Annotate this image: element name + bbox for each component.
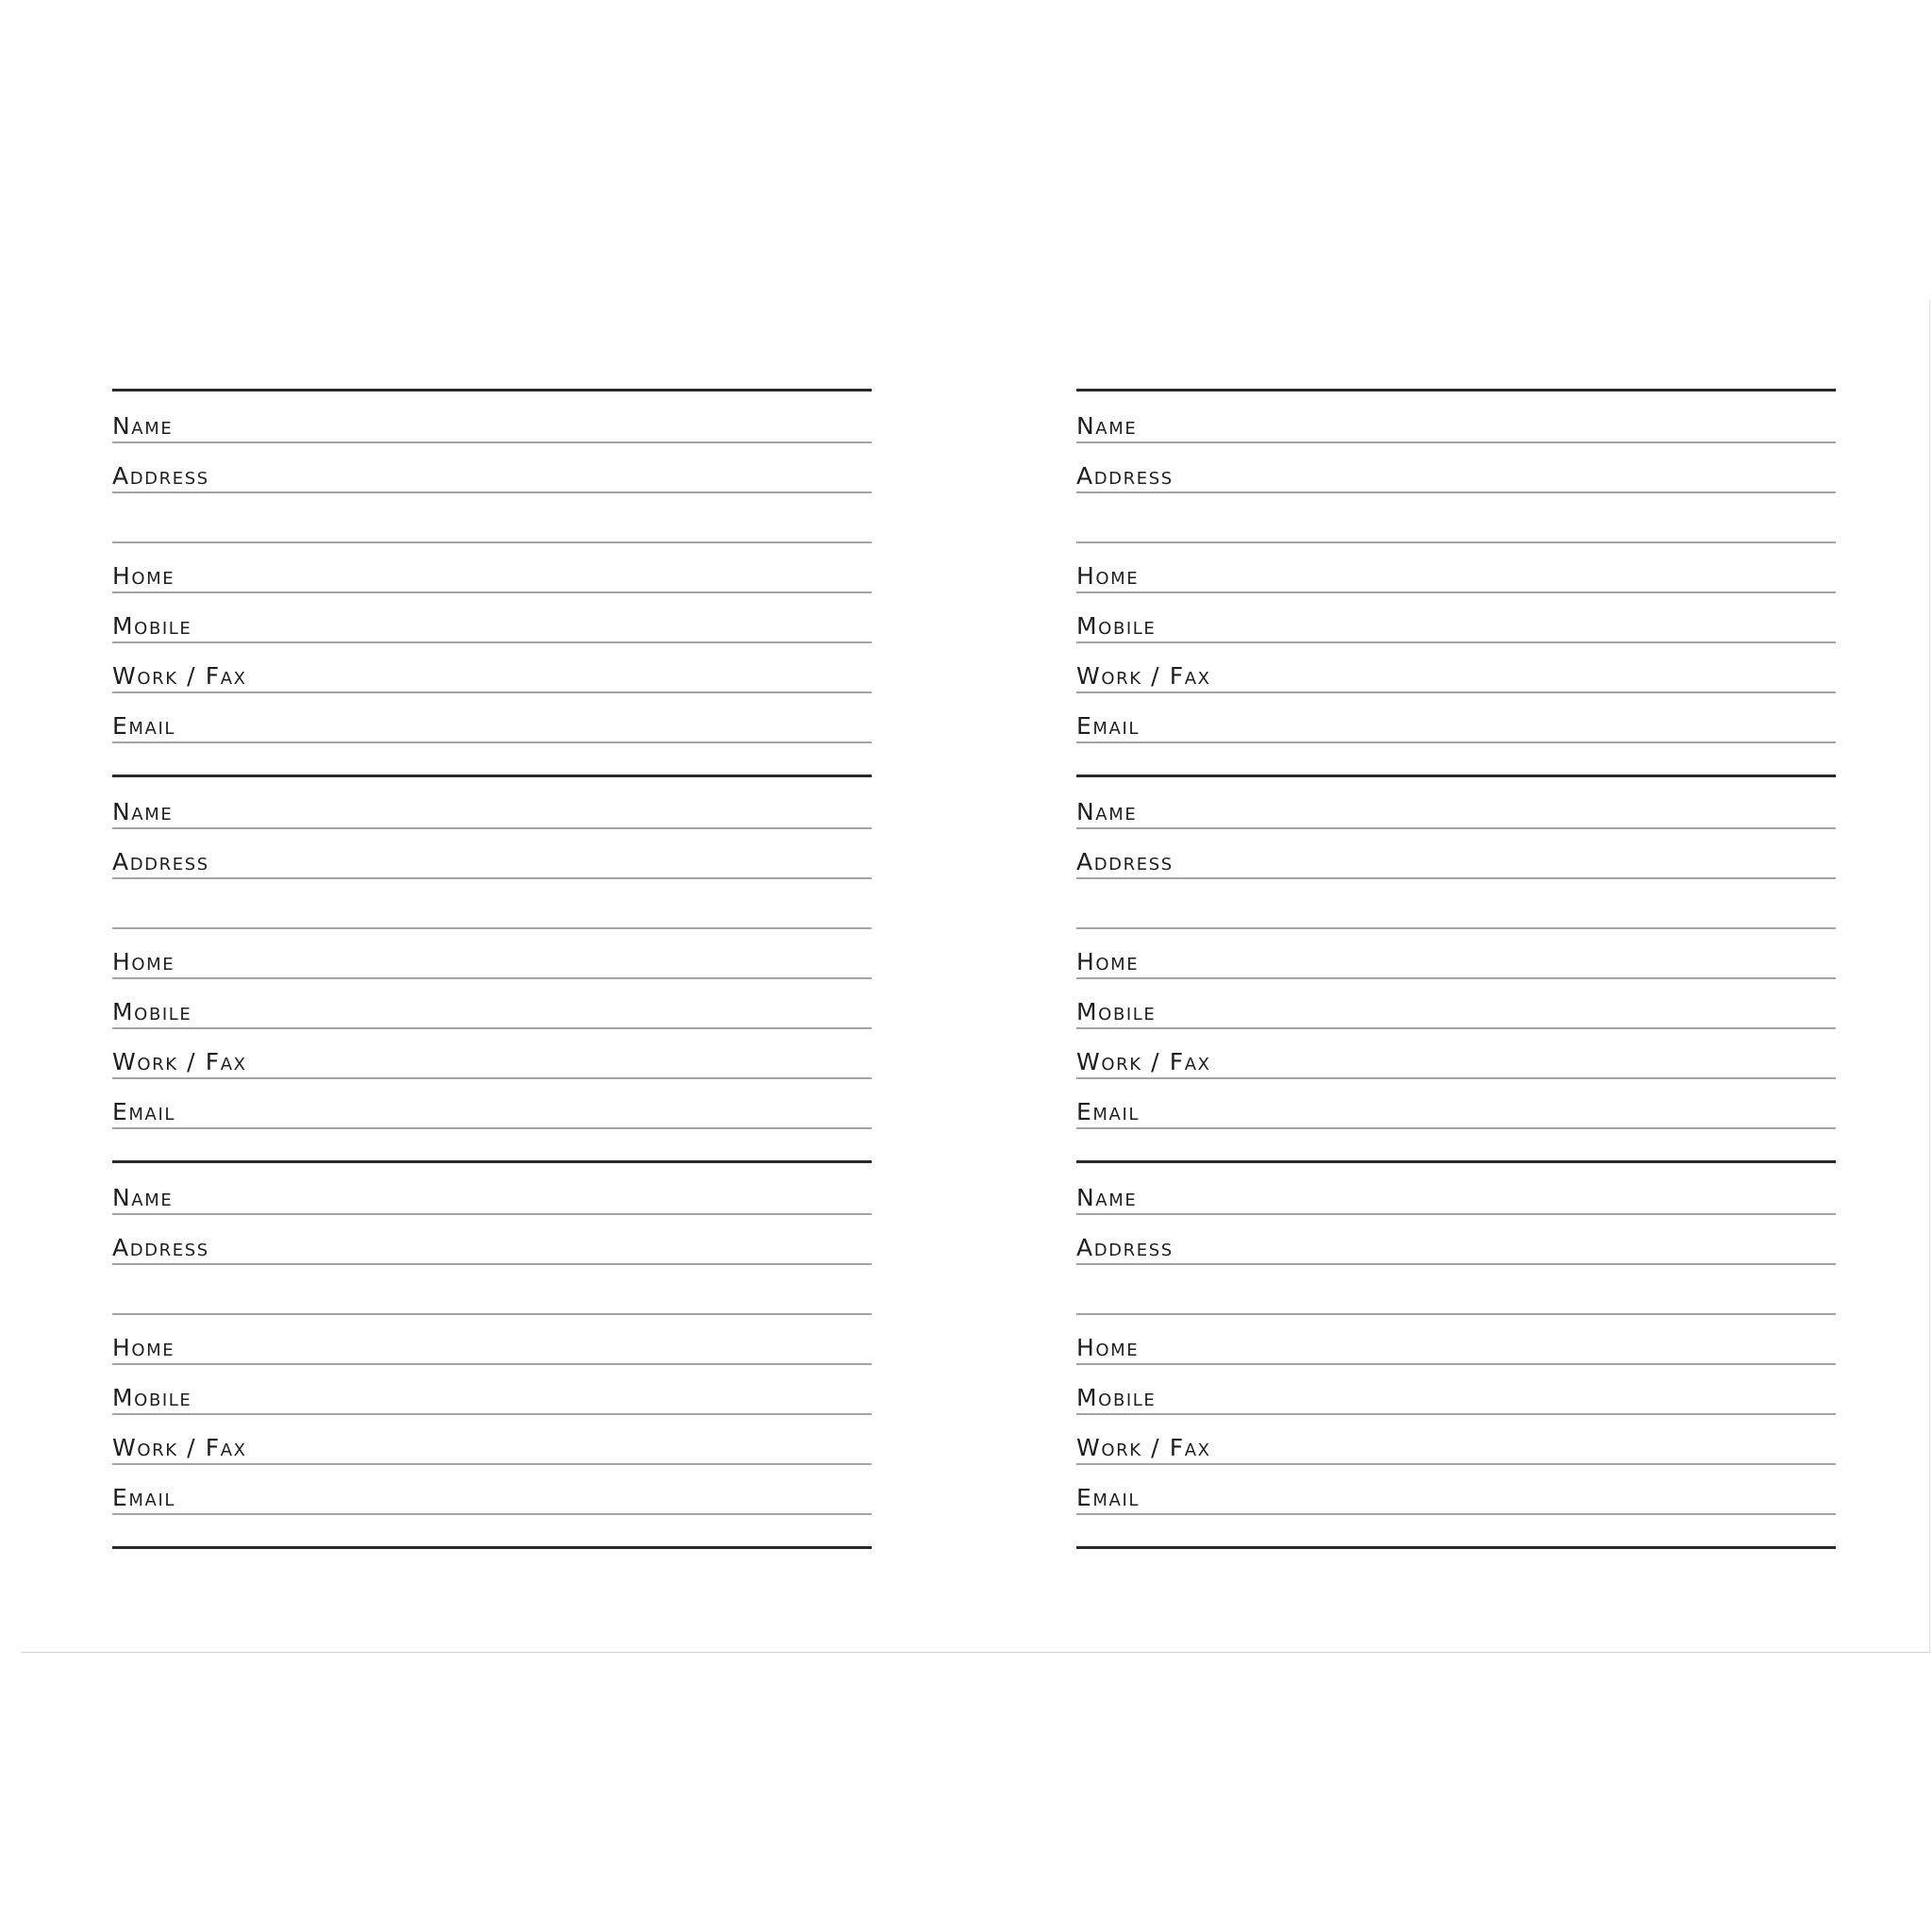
work-fax-field[interactable] <box>112 641 872 693</box>
mobile-field[interactable] <box>1076 977 1836 1029</box>
address-line-2[interactable] <box>1076 1263 1836 1315</box>
work-fax-field[interactable] <box>112 1413 872 1465</box>
work-fax-label: Work / Fax <box>112 1048 247 1075</box>
address-entry <box>112 391 872 774</box>
address-line-2[interactable] <box>112 877 872 929</box>
name-field[interactable] <box>1076 1163 1836 1215</box>
mobile-label: Mobile <box>1076 1384 1157 1411</box>
address-entry <box>112 1163 872 1546</box>
home-phone-field[interactable] <box>112 1313 872 1365</box>
work-fax-label: Work / Fax <box>1076 1434 1211 1461</box>
email-label: Email <box>112 1484 175 1511</box>
mobile-field[interactable] <box>1076 1363 1836 1415</box>
address-label: Address <box>1076 848 1174 875</box>
page-edge-bottom <box>21 1652 1931 1653</box>
address-label: Address <box>112 462 209 490</box>
work-fax-label: Work / Fax <box>1076 1048 1211 1075</box>
mobile-label: Mobile <box>112 1384 192 1411</box>
mobile-label: Mobile <box>1076 998 1157 1025</box>
email-field[interactable] <box>1076 1463 1836 1515</box>
address-field[interactable] <box>112 441 872 493</box>
name-field[interactable] <box>112 777 872 829</box>
home-label: Home <box>112 1334 175 1361</box>
name-field[interactable] <box>1076 391 1836 443</box>
name-label: Name <box>112 798 174 825</box>
name-label: Name <box>1076 1184 1138 1211</box>
mobile-field[interactable] <box>1076 591 1836 643</box>
address-entry <box>1076 777 1836 1160</box>
home-label: Home <box>1076 562 1140 590</box>
mobile-label: Mobile <box>1076 612 1157 640</box>
email-field[interactable] <box>112 1463 872 1515</box>
address-line-2[interactable] <box>1076 491 1836 543</box>
entry-separator-rule <box>1076 1546 1836 1549</box>
address-field[interactable] <box>112 827 872 879</box>
name-label: Name <box>112 1184 174 1211</box>
work-fax-field[interactable] <box>1076 1027 1836 1079</box>
entry-separator-rule <box>112 1546 872 1549</box>
email-label: Email <box>112 712 175 740</box>
name-field[interactable] <box>1076 777 1836 829</box>
mobile-label: Mobile <box>112 998 192 1025</box>
name-field[interactable] <box>112 391 872 443</box>
name-field[interactable] <box>112 1163 872 1215</box>
address-label: Address <box>1076 1234 1174 1261</box>
address-line-2[interactable] <box>1076 877 1836 929</box>
address-entry <box>1076 1163 1836 1546</box>
work-fax-label: Work / Fax <box>112 662 247 690</box>
home-phone-field[interactable] <box>1076 1313 1836 1365</box>
address-label: Address <box>1076 462 1174 490</box>
home-label: Home <box>112 948 175 975</box>
email-field[interactable] <box>112 1077 872 1129</box>
email-label: Email <box>112 1098 175 1125</box>
address-entry <box>1076 391 1836 774</box>
name-label: Name <box>1076 412 1138 440</box>
address-field[interactable] <box>1076 441 1836 493</box>
email-label: Email <box>1076 712 1140 740</box>
email-field[interactable] <box>1076 691 1836 743</box>
mobile-field[interactable] <box>112 977 872 1029</box>
work-fax-label: Work / Fax <box>1076 662 1211 690</box>
work-fax-field[interactable] <box>1076 641 1836 693</box>
email-field[interactable] <box>112 691 872 743</box>
address-field[interactable] <box>1076 827 1836 879</box>
address-label: Address <box>112 1234 209 1261</box>
address-line-2[interactable] <box>112 491 872 543</box>
work-fax-label: Work / Fax <box>112 1434 247 1461</box>
work-fax-field[interactable] <box>112 1027 872 1079</box>
left-page-address-column <box>112 389 872 1549</box>
address-field[interactable] <box>1076 1213 1836 1265</box>
home-phone-field[interactable] <box>1076 541 1836 593</box>
mobile-field[interactable] <box>112 591 872 643</box>
home-phone-field[interactable] <box>112 541 872 593</box>
mobile-label: Mobile <box>112 612 192 640</box>
email-label: Email <box>1076 1484 1140 1511</box>
email-field[interactable] <box>1076 1077 1836 1129</box>
home-label: Home <box>1076 1334 1140 1361</box>
address-field[interactable] <box>112 1213 872 1265</box>
email-label: Email <box>1076 1098 1140 1125</box>
right-page-address-column <box>1076 389 1836 1549</box>
name-label: Name <box>112 412 174 440</box>
home-label: Home <box>112 562 175 590</box>
address-label: Address <box>112 848 209 875</box>
page-edge-right <box>1929 300 1930 1653</box>
home-label: Home <box>1076 948 1140 975</box>
address-line-2[interactable] <box>112 1263 872 1315</box>
home-phone-field[interactable] <box>1076 927 1836 979</box>
mobile-field[interactable] <box>112 1363 872 1415</box>
address-entry <box>112 777 872 1160</box>
home-phone-field[interactable] <box>112 927 872 979</box>
name-label: Name <box>1076 798 1138 825</box>
work-fax-field[interactable] <box>1076 1413 1836 1465</box>
